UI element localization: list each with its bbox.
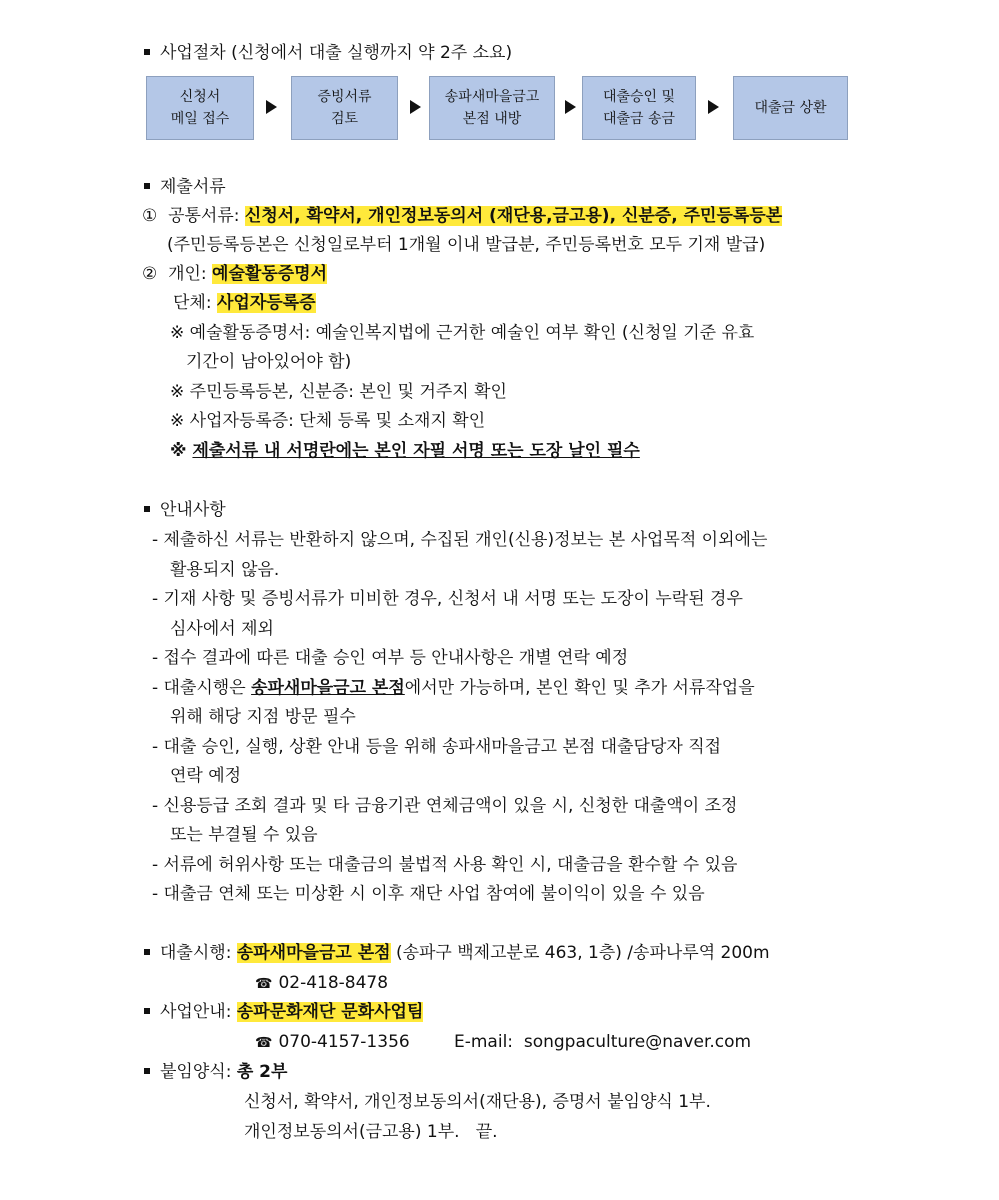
guide-line: 심사에서 제외 [170, 619, 274, 639]
phone-icon: ☎ [255, 976, 273, 992]
bullet-square-icon [144, 183, 150, 189]
email-link[interactable]: songpaculture@naver.com [523, 1032, 752, 1052]
guide-line: 위해 해당 지점 방문 필수 [170, 707, 356, 727]
arrow-right-icon [266, 100, 277, 114]
guide-line: - 접수 결과에 따른 대출 승인 여부 등 안내사항은 개별 연락 예정 [152, 648, 629, 668]
bullet-square-icon [144, 949, 150, 955]
note-line: ※ 예술활동증명서: 예술인복지법에 근거한 예술인 여부 확인 (신청일 기준 유효 [170, 323, 755, 343]
step-box-4 [582, 76, 696, 140]
bullet-square-icon [144, 1068, 150, 1074]
business-phone: ☎ 070-4157-1356 [255, 1032, 410, 1052]
procedure-heading: 사업절차 (신청에서 대출 실행까지 약 2주 소요) [144, 41, 512, 65]
guide-line: 활용되지 않음. [170, 560, 280, 580]
guide-line: 또는 부결될 수 있음 [170, 825, 318, 845]
step-box-5 [733, 76, 848, 140]
individual-document: 예술활동증명서 [212, 264, 328, 284]
arrow-right-icon [410, 100, 421, 114]
attachments: 붙임양식: 총 2부 [144, 1060, 287, 1084]
attachments-line: 개인정보동의서(금고용) 1부. 끝. [244, 1122, 498, 1142]
guide-line: - 서류에 허위사항 또는 대출금의 불법적 사용 확인 시, 대출금을 환수할 수 있음 [152, 855, 738, 875]
guide-line: - 기재 사항 및 증빙서류가 미비한 경우, 신청서 내 서명 또는 도장이 누락된 경우 [152, 589, 743, 609]
bullet-square-icon [144, 1008, 150, 1014]
email-contact: E-mail: songpaculture@naver.com [454, 1032, 752, 1052]
guide-line: - 신용등급 조회 결과 및 타 금융기관 연체금액이 있을 시, 신청한 대출액이 조정 [152, 796, 738, 816]
attachments-line: 신청서, 확약서, 개인정보동의서(재단용), 증명서 붙임양식 1부. [244, 1092, 711, 1112]
step-box-2 [291, 76, 398, 140]
common-documents: ① 공통서류: 신청서, 확약서, 개인정보동의서 (재단용,금고용), 신분증, 주민등록등본 [142, 206, 783, 226]
guide-line: - 대출 승인, 실행, 상환 안내 등을 위해 송파새마을금고 본점 대출담당자 직접 [152, 737, 722, 757]
guide-line: 연락 예정 [170, 766, 242, 786]
bullet-square-icon [144, 506, 150, 512]
common-note: (주민등록등본은 신청일로부터 1개월 이내 발급분, 주민등록번호 모두 기재 발급) [167, 235, 766, 255]
note-line: ※ 주민등록등본, 신분증: 본인 및 거주지 확인 [170, 382, 507, 402]
step-1-line1: 신청서 [179, 89, 221, 105]
step-4-line2: 대출금 송금 [602, 111, 676, 127]
step-4-line1: 대출승인 및 [602, 89, 676, 105]
step-5-line1: 대출금 상환 [754, 100, 827, 116]
step-box-1 [146, 76, 254, 140]
common-documents-list: 신청서, 확약서, 개인정보동의서 (재단용,금고용), 신분증, 주민등록등본 [244, 206, 783, 226]
step-1-line2: 메일 접수 [170, 111, 230, 127]
arrow-right-icon [565, 100, 576, 114]
step-box-3 [429, 76, 555, 140]
business-contact: 사업안내: 송파문화재단 문화사업팀 [144, 1000, 423, 1024]
phone-icon: ☎ [255, 1035, 273, 1051]
group-documents: 단체: 사업자등록증 [173, 293, 316, 313]
guide-line: - 대출금 연체 또는 미상환 시 이후 재단 사업 참여에 불이익이 있을 수 있음 [152, 884, 705, 904]
guide-line: - 제출하신 서류는 반환하지 않으며, 수집된 개인(신용)정보는 본 사업목적 이외에는 [152, 530, 768, 550]
group-document: 사업자등록증 [216, 293, 316, 313]
documents-heading: 제출서류 [144, 175, 226, 199]
loan-contact: 대출시행: 송파새마을금고 본점 (송파구 백제고분로 463, 1층) /송파나루역 200m [144, 941, 770, 965]
bullet-square-icon [144, 49, 150, 55]
required-note: ※ 제출서류 내 서명란에는 본인 자필 서명 또는 도장 날인 필수 [170, 441, 640, 461]
step-2-line1: 증빙서류 [317, 89, 372, 105]
step-3-line2: 본점 내방 [462, 111, 522, 127]
step-2-line2: 검토 [330, 111, 359, 127]
note-line: 기간이 남아있어야 함) [186, 352, 352, 372]
individual-documents: ② 개인: 예술활동증명서 [142, 264, 328, 284]
loan-phone: ☎ 02-418-8478 [255, 973, 389, 993]
step-3-line1: 송파새마을금고 [444, 89, 540, 105]
guide-loan-line: - 대출시행은 송파새마을금고 본점에서만 가능하며, 본인 확인 및 추가 서류작업을 [152, 678, 755, 698]
guide-heading: 안내사항 [144, 498, 226, 522]
arrow-right-icon [708, 100, 719, 114]
note-line: ※ 사업자등록증: 단체 등록 및 소재지 확인 [170, 411, 486, 431]
